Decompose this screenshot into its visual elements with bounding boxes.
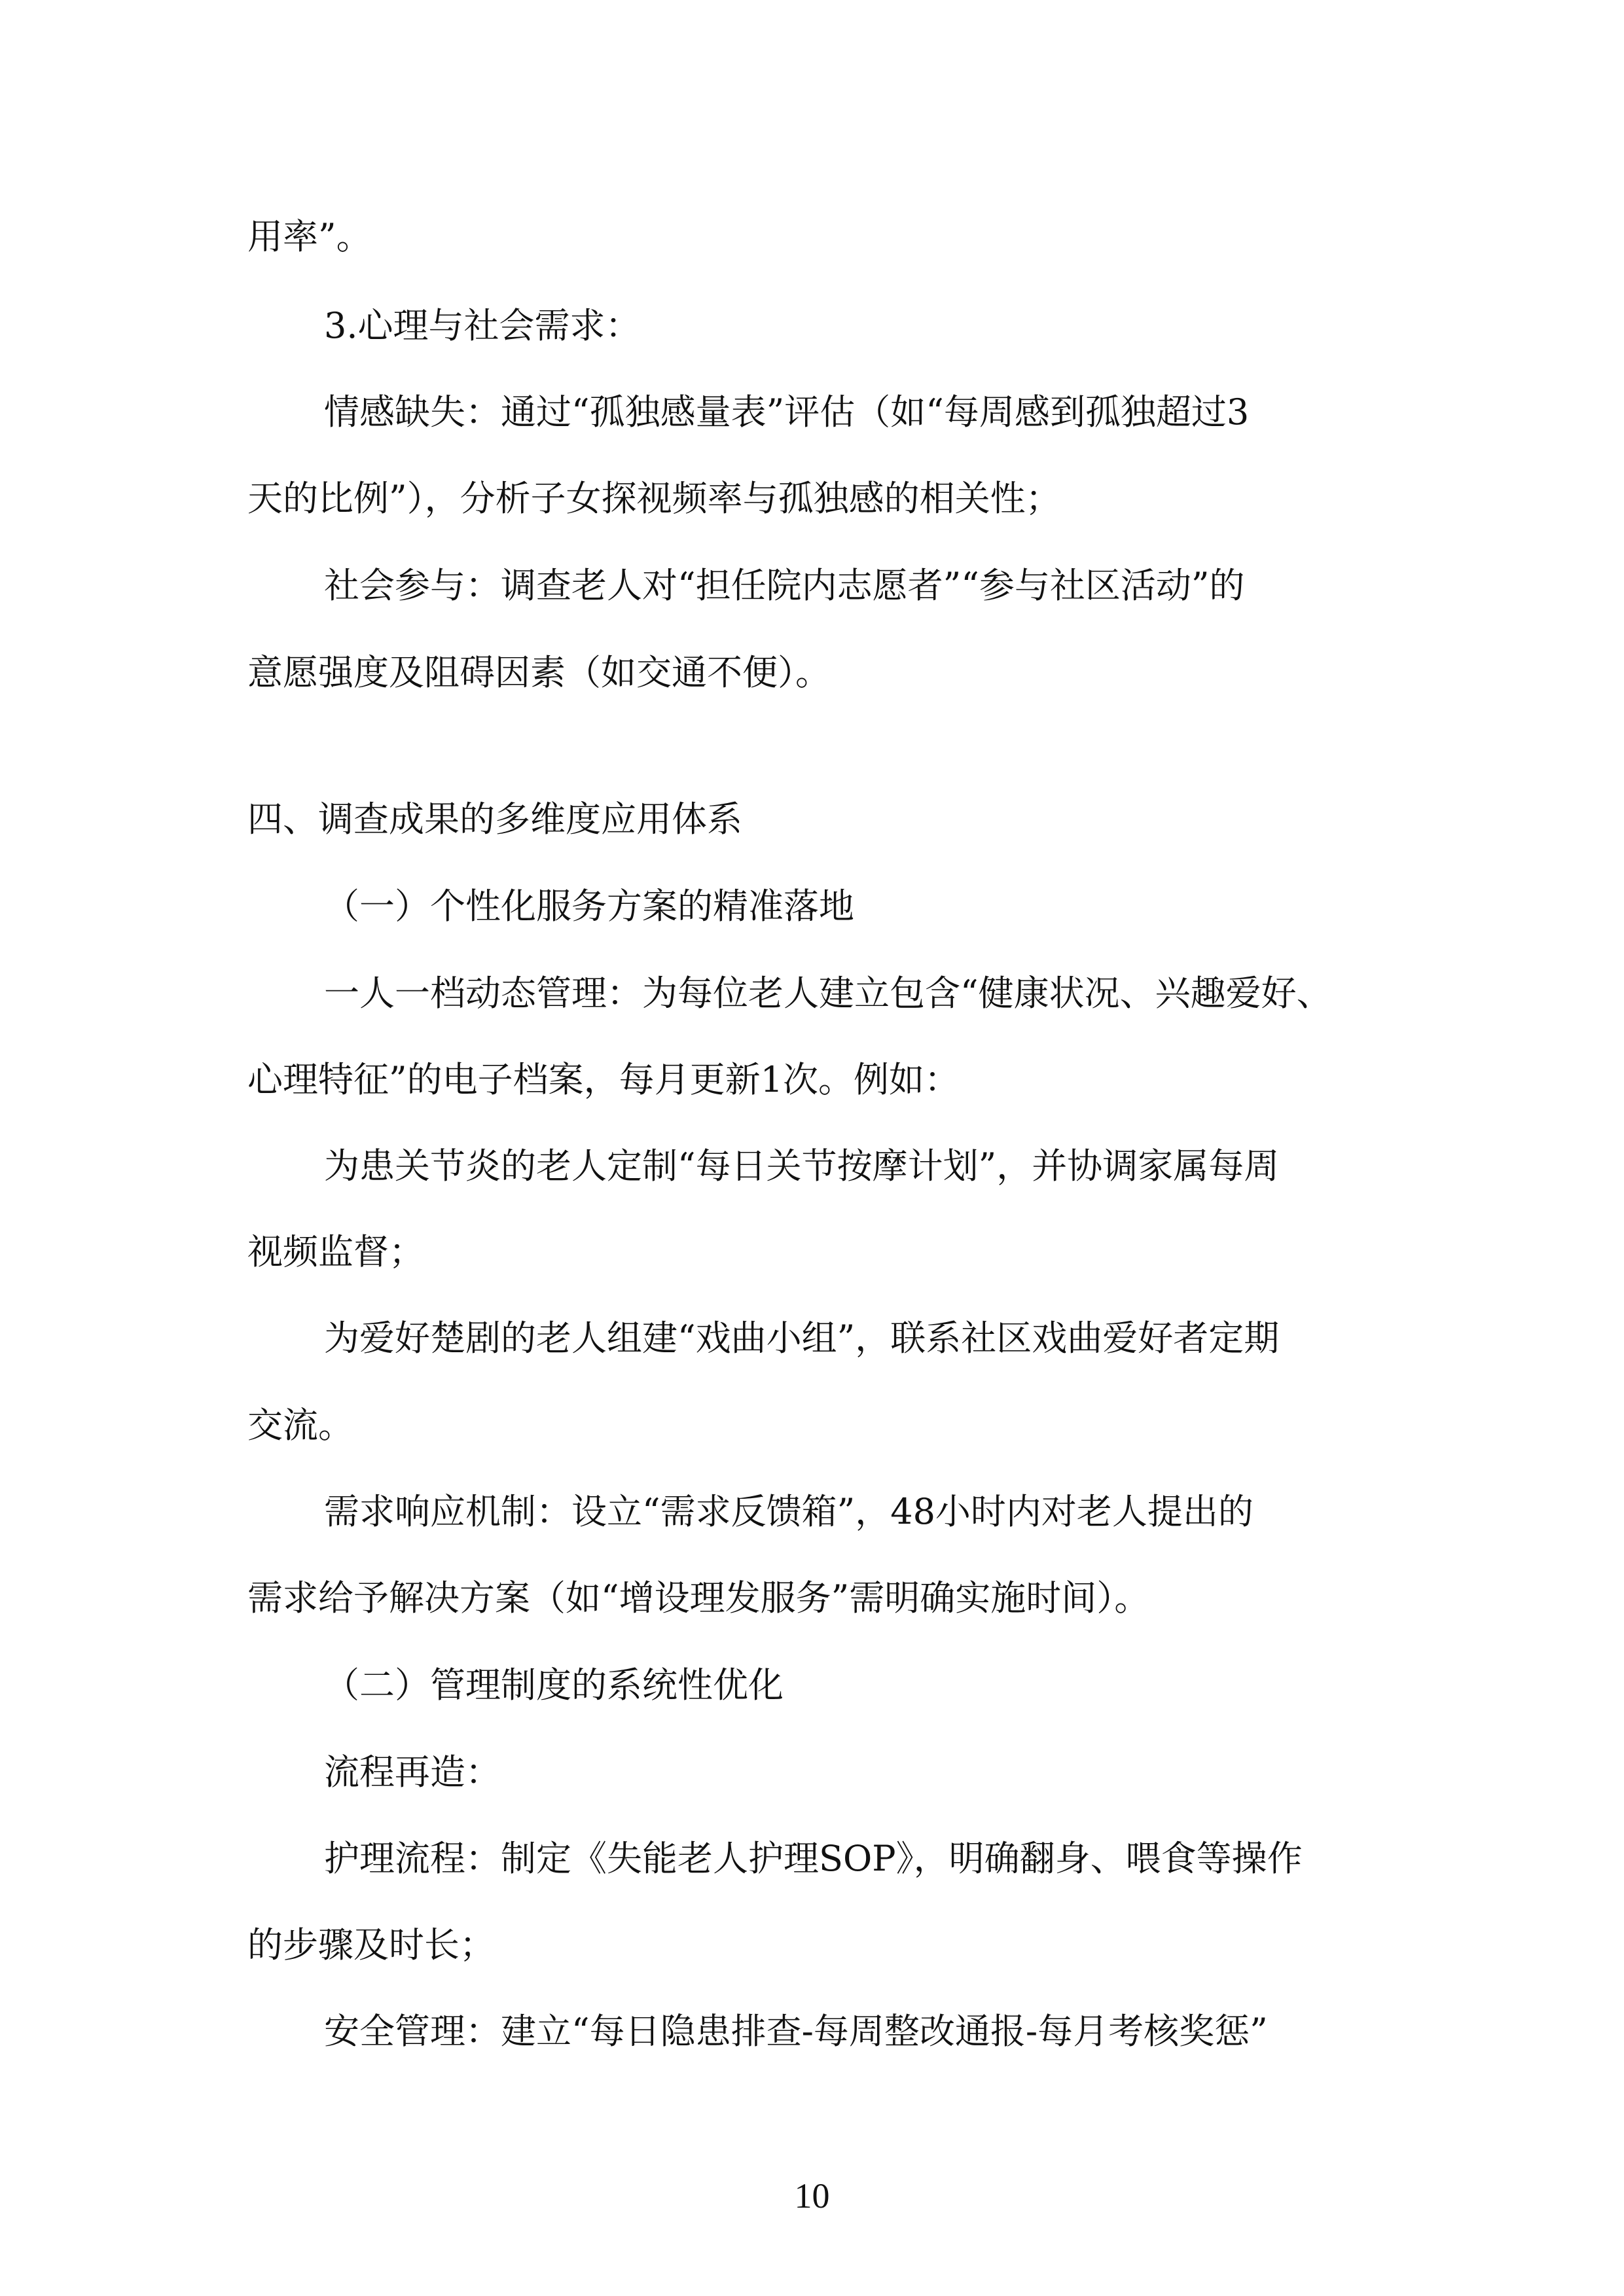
text-line: 需求给予解决方案（如“增设理发服务”需明确实施时间）。 [247, 1577, 1150, 1619]
text-line: 天的比例”），分析子女探视频率与孤独感的相关性； [247, 478, 1061, 519]
text-line: 交流。 [247, 1405, 353, 1446]
text-line: 意愿强度及阻碍因素（如交通不便）。 [247, 652, 831, 693]
paragraph-line: 情感缺失：通过“孤独感量表”评估（如“每周感到孤独超过3 [324, 391, 1250, 433]
paragraph-line: 流程再造： [324, 1751, 501, 1793]
page-number: 10 [794, 2176, 830, 2215]
text-line: 的步骤及时长； [247, 1924, 495, 1965]
paragraph-line: 社会参与：调查老人对“担任院内志愿者”“参与社区活动”的 [324, 565, 1245, 606]
paragraph-line: 护理流程：制定《失能老人护理SOP》，明确翻身、喂食等操作 [324, 1838, 1303, 1879]
text-line: 视频监督； [247, 1231, 424, 1272]
section-subheading: 3.心理与社会需求： [324, 305, 641, 346]
text-line: 用率”。 [247, 216, 372, 257]
paragraph-line: 需求响应机制：设立“需求反馈箱”，48小时内对老人提出的 [324, 1491, 1254, 1532]
paragraph-line: 为爱好楚剧的老人组建“戏曲小组”，联系社区戏曲爱好者定期 [324, 1318, 1280, 1359]
section-heading: 四、调查成果的多维度应用体系 [247, 798, 742, 840]
text-line: 心理特征”的电子档案，每月更新1次。例如： [247, 1059, 960, 1100]
subsection-heading: （一）个性化服务方案的精准落地 [324, 886, 854, 927]
paragraph-line: 为患关节炎的老人定制“每日关节按摩计划”，并协调家属每周 [324, 1145, 1280, 1187]
paragraph-line: 一人一档动态管理：为每位老人建立包含“健康状况、兴趣爱好、 [324, 973, 1332, 1014]
paragraph-line: 安全管理：建立“每日隐患排查-每周整改通报-每月考核奖惩” [324, 2011, 1268, 2052]
subsection-heading: （二）管理制度的系统性优化 [324, 1664, 784, 1706]
